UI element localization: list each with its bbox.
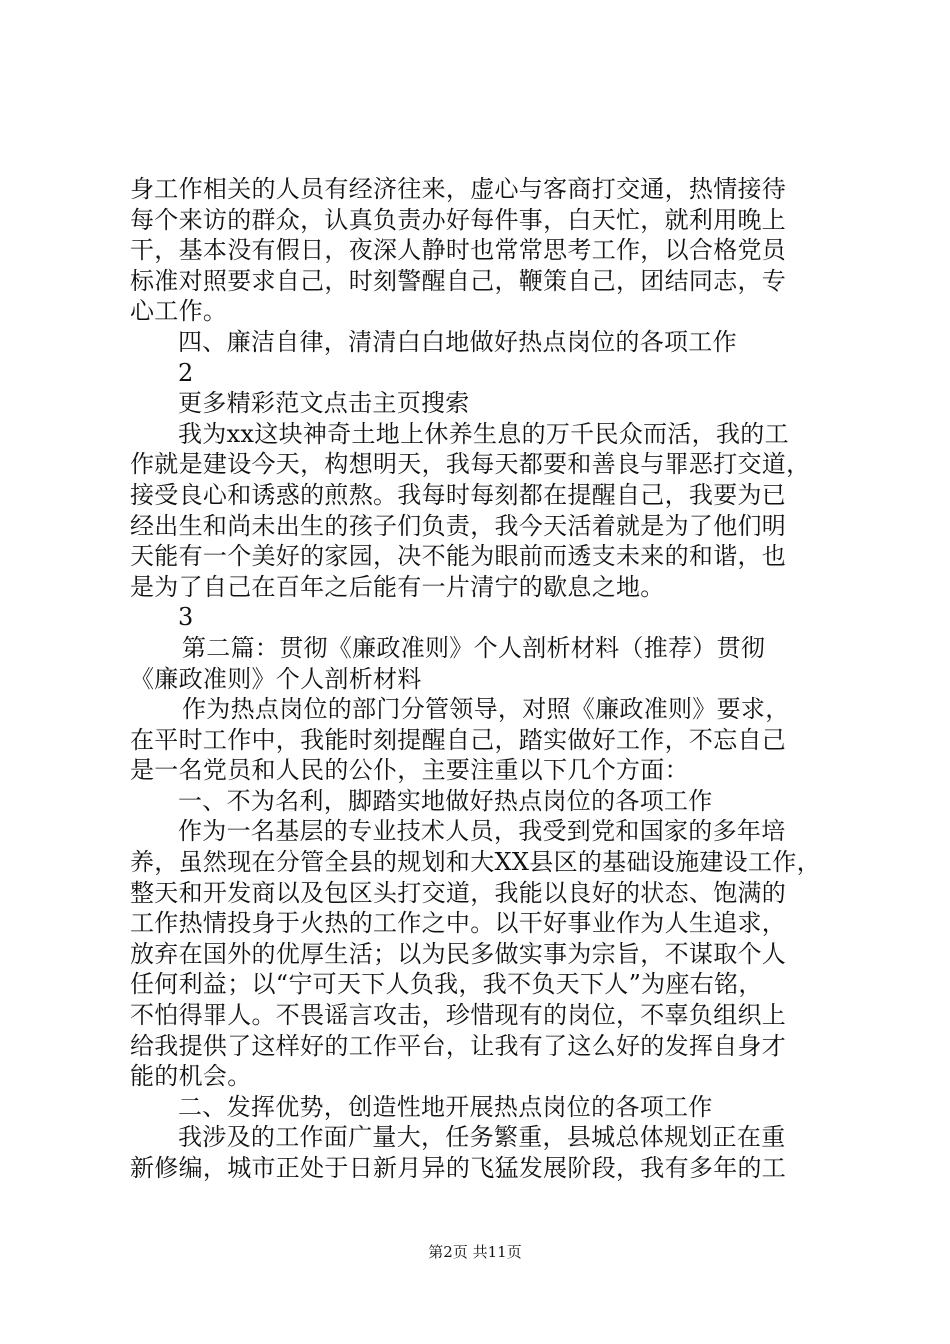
document-body <box>130 174 830 1184</box>
chapter-title: 第二篇：贯彻《廉政准则》个人剖析材料（推荐）贯彻 <box>182 633 766 662</box>
section-heading: 二、发挥优势，创造性地开展热点岗位的各项工作 <box>178 1092 713 1121</box>
text-line: 工作热情投身于火热的工作之中。以干好事业作为人生追求， <box>130 909 787 938</box>
text-line: 标准对照要求自己，时刻警醒自己，鞭策自己，团结同志，专 <box>130 266 787 295</box>
text-line: 放弃在国外的优厚生活；以为民多做实事为宗旨，不谋取个人 <box>130 939 787 968</box>
text-line: 能的机会。 <box>130 1062 252 1091</box>
text-line: 任何利益；以“宁可天下人负我，我不负天下人”为座右铭， <box>130 970 763 999</box>
text-line: 不怕得罪人。不畏谣言攻击，珍惜现有的岗位，不辜负组织上 <box>130 1001 787 1030</box>
text-line: 是为了自己在百年之后能有一片清宁的歇息之地。 <box>130 572 665 601</box>
text-line: 身工作相关的人员有经济往来，虚心与客商打交通，热情接待 <box>130 175 787 203</box>
text-line: 作为一名基层的专业技术人员，我受到党和国家的多年培 <box>178 817 786 846</box>
page-number-marker: 2 <box>178 358 194 387</box>
section-heading: 四、廉洁自律，清清白白地做好热点岗位的各项工作 <box>178 327 737 356</box>
text-line: 给我提供了这样好的工作平台，让我有了这么好的发挥自身才 <box>130 1031 787 1060</box>
text-line: 是一名党员和人民的公仆，主要注重以下几个方面： <box>130 756 689 785</box>
text-line: 在平时工作中，我能时刻提醒自己，踏实做好工作，不忘自己 <box>130 725 787 754</box>
text-line: 接受良心和诱惑的煎熬。我每时每刻都在提醒自己，我要为已 <box>130 480 787 509</box>
text-line: 新修编，城市正处于日新月异的飞猛发展阶段，我有多年的工 <box>130 1154 787 1182</box>
text-line: 作为热点岗位的部门分管领导，对照《廉政准则》要求， <box>182 695 790 724</box>
text-line: 养，虽然现在分管全县的规划和大XX县区的基础设施建设工作， <box>130 848 821 877</box>
text-line: 天能有一个美好的家园，决不能为眼前而透支未来的和谐，也 <box>130 542 787 571</box>
text-line: 心工作。 <box>130 297 228 326</box>
text-line: 我为xx这块神奇土地上休养生息的万千民众而活，我的工 <box>178 419 789 448</box>
text-line: 干，基本没有假日，夜深人静时也常常思考工作，以合格党员 <box>130 236 787 265</box>
text-line: 整天和开发商以及包区头打交道，我能以良好的状态、饱满的 <box>130 878 787 907</box>
promo-text: 更多精彩范文点击主页搜索 <box>178 389 470 418</box>
page-footer: 第2页 共11页 <box>428 1243 522 1261</box>
chapter-title: 《廉政准则》个人剖析材料 <box>130 664 422 693</box>
text-line: 经出生和尚未出生的孩子们负责，我今天活着就是为了他们明 <box>130 511 787 540</box>
text-line: 每个来访的群众，认真负责办好每件事，白天忙，就利用晚上 <box>130 205 787 234</box>
text-line: 我涉及的工作面广量大，任务繁重，县城总体规划正在重 <box>178 1123 786 1152</box>
text-line: 作就是建设今天，构想明天，我每天都要和善良与罪恶打交道， <box>130 450 811 479</box>
page-number-marker: 3 <box>178 603 194 632</box>
section-heading: 一、不为名利，脚踏实地做好热点岗位的各项工作 <box>178 786 713 815</box>
